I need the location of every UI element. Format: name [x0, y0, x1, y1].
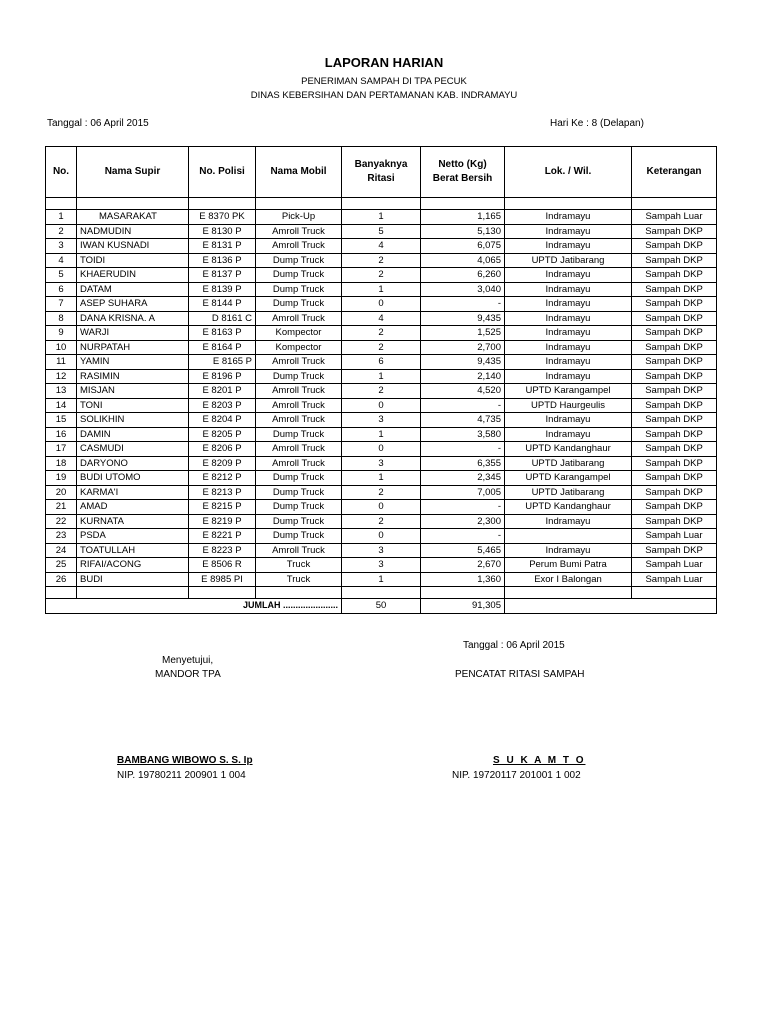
- table-row: [46, 572, 717, 587]
- total-empty: [505, 599, 717, 614]
- table-row: [46, 282, 717, 297]
- cell-ritasi: 0: [342, 297, 421, 312]
- cell-lokasi: Indramayu: [505, 297, 632, 312]
- cell-no: 23: [46, 529, 77, 544]
- cell-no-polisi: E 8196 P: [189, 369, 256, 384]
- report-date: Tanggal : 06 April 2015: [47, 118, 149, 129]
- cell-nama-mobil: Dump Truck: [256, 369, 342, 384]
- cell-nama-supir: RIFAI/ACONG: [77, 558, 189, 573]
- report-subtitle-2: DINAS KEBERSIHAN DAN PERTAMANAN KAB. INDRAMAYU: [250, 90, 518, 101]
- mandor-name: BAMBANG WIBOWO S. S. Ip: [117, 755, 253, 766]
- cell-no: 21: [46, 500, 77, 515]
- cell-nama-supir: TOIDI: [77, 253, 189, 268]
- cell-no: 4: [46, 253, 77, 268]
- table-row: [46, 471, 717, 486]
- cell-keterangan: Sampah DKP: [632, 514, 717, 529]
- cell-ritasi: 2: [342, 384, 421, 399]
- header-netto: [421, 147, 505, 198]
- cell-no-polisi: E 8506 R: [189, 558, 256, 573]
- report-title: LAPORAN HARIAN: [324, 55, 444, 70]
- cell-ritasi: 0: [342, 529, 421, 544]
- cell-nama-supir: MASARAKAT: [77, 210, 189, 225]
- cell-nama-mobil: Dump Truck: [256, 529, 342, 544]
- cell-no: 11: [46, 355, 77, 370]
- cell-keterangan: Sampah DKP: [632, 340, 717, 355]
- cell-ritasi: 6: [342, 355, 421, 370]
- cell-no: 14: [46, 398, 77, 413]
- report-table: [45, 146, 717, 614]
- cell-netto: -: [421, 442, 505, 457]
- table-row: [46, 210, 717, 225]
- cell-no-polisi: E 8130 P: [189, 224, 256, 239]
- cell-lokasi: Indramayu: [505, 239, 632, 254]
- cell-nama-supir: KARMA'I: [77, 485, 189, 500]
- cell-no-polisi: E 8985 PI: [189, 572, 256, 587]
- table-row: [46, 268, 717, 283]
- cell-no-polisi: E 8139 P: [189, 282, 256, 297]
- cell-ritasi: 1: [342, 427, 421, 442]
- cell-ritasi: 1: [342, 369, 421, 384]
- cell-keterangan: Sampah DKP: [632, 384, 717, 399]
- cell-nama-mobil: Kompector: [256, 326, 342, 341]
- cell-nama-mobil: Dump Truck: [256, 500, 342, 515]
- cell-netto: 9,435: [421, 355, 505, 370]
- cell-no-polisi: E 8137 P: [189, 268, 256, 283]
- cell-nama-supir: TOATULLAH: [77, 543, 189, 558]
- cell-nama-supir: NURPATAH: [77, 340, 189, 355]
- table-row: [46, 543, 717, 558]
- cell-netto: 1,525: [421, 326, 505, 341]
- table-row: [46, 239, 717, 254]
- table-row: [46, 384, 717, 399]
- cell-ritasi: 2: [342, 268, 421, 283]
- cell-nama-mobil: Amroll Truck: [256, 413, 342, 428]
- cell-netto: 2,670: [421, 558, 505, 573]
- cell-keterangan: Sampah DKP: [632, 369, 717, 384]
- cell-nama-mobil: Amroll Truck: [256, 543, 342, 558]
- table-row: [46, 500, 717, 515]
- cell-no-polisi: E 8201 P: [189, 384, 256, 399]
- cell-keterangan: Sampah DKP: [632, 268, 717, 283]
- cell-nama-supir: MISJAN: [77, 384, 189, 399]
- cell-no: 17: [46, 442, 77, 457]
- cell-no-polisi: E 8203 P: [189, 398, 256, 413]
- cell-lokasi: Indramayu: [505, 311, 632, 326]
- blank-row-top: [46, 198, 717, 210]
- cell-ritasi: 2: [342, 326, 421, 341]
- cell-no: 18: [46, 456, 77, 471]
- cell-netto: 4,065: [421, 253, 505, 268]
- cell-lokasi: Indramayu: [505, 369, 632, 384]
- cell-nama-supir: YAMIN: [77, 355, 189, 370]
- cell-nama-supir: RASIMIN: [77, 369, 189, 384]
- cell-no: 12: [46, 369, 77, 384]
- cell-netto: 4,520: [421, 384, 505, 399]
- cell-lokasi: Indramayu: [505, 210, 632, 225]
- cell-no-polisi: E 8204 P: [189, 413, 256, 428]
- cell-no: 16: [46, 427, 77, 442]
- table-row: [46, 253, 717, 268]
- cell-netto: 5,130: [421, 224, 505, 239]
- cell-no: 6: [46, 282, 77, 297]
- cell-no: 5: [46, 268, 77, 283]
- cell-lokasi: UPTD Jatibarang: [505, 253, 632, 268]
- table-row: [46, 369, 717, 384]
- cell-netto: -: [421, 529, 505, 544]
- cell-keterangan: Sampah DKP: [632, 253, 717, 268]
- cell-keterangan: Sampah DKP: [632, 471, 717, 486]
- cell-no: 2: [46, 224, 77, 239]
- cell-no: 19: [46, 471, 77, 486]
- cell-ritasi: 1: [342, 471, 421, 486]
- cell-no-polisi: E 8131 P: [189, 239, 256, 254]
- total-label: JUMLAH ......................: [46, 599, 342, 614]
- cell-lokasi: Indramayu: [505, 543, 632, 558]
- cell-lokasi: Perum Bumi Patra: [505, 558, 632, 573]
- cell-lokasi: Indramayu: [505, 268, 632, 283]
- header-ritasi-line2: Ritasi: [367, 173, 395, 184]
- cell-lokasi: Indramayu: [505, 514, 632, 529]
- cell-lokasi: UPTD Jatibarang: [505, 456, 632, 471]
- cell-ritasi: 2: [342, 514, 421, 529]
- cell-ritasi: 5: [342, 224, 421, 239]
- mandor-title: MANDOR TPA: [155, 669, 221, 680]
- header-nama-mobil: Nama Mobil: [256, 147, 342, 198]
- cell-keterangan: Sampah Luar: [632, 210, 717, 225]
- cell-no-polisi: E 8221 P: [189, 529, 256, 544]
- pencatat-title: PENCATAT RITASI SAMPAH: [455, 669, 585, 680]
- cell-netto: 2,345: [421, 471, 505, 486]
- cell-keterangan: Sampah DKP: [632, 398, 717, 413]
- cell-lokasi: UPTD Karangampel: [505, 471, 632, 486]
- report-day: Hari Ke : 8 (Delapan): [550, 118, 644, 129]
- cell-nama-mobil: Dump Truck: [256, 253, 342, 268]
- cell-lokasi: [505, 529, 632, 544]
- cell-no-polisi: E 8215 P: [189, 500, 256, 515]
- approved-label: Menyetujui,: [162, 655, 214, 666]
- cell-no-polisi: E 8205 P: [189, 427, 256, 442]
- cell-lokasi: Indramayu: [505, 326, 632, 341]
- footer-date: Tanggal : 06 April 2015: [463, 640, 565, 651]
- cell-no-polisi: E 8164 P: [189, 340, 256, 355]
- cell-ritasi: 4: [342, 311, 421, 326]
- cell-no-polisi: E 8163 P: [189, 326, 256, 341]
- table-row: [46, 311, 717, 326]
- cell-netto: 6,260: [421, 268, 505, 283]
- mandor-nip: NIP. 19780211 200901 1 004: [117, 770, 246, 781]
- cell-nama-mobil: Amroll Truck: [256, 456, 342, 471]
- cell-no: 3: [46, 239, 77, 254]
- cell-netto: 3,040: [421, 282, 505, 297]
- cell-no-polisi: E 8136 P: [189, 253, 256, 268]
- cell-netto: 4,735: [421, 413, 505, 428]
- cell-keterangan: Sampah Luar: [632, 558, 717, 573]
- cell-nama-supir: AMAD: [77, 500, 189, 515]
- table-row: [46, 224, 717, 239]
- cell-nama-supir: DAMIN: [77, 427, 189, 442]
- header-keterangan: Keterangan: [632, 147, 717, 198]
- cell-netto: 2,300: [421, 514, 505, 529]
- cell-lokasi: UPTD Karangampel: [505, 384, 632, 399]
- cell-nama-mobil: Dump Truck: [256, 427, 342, 442]
- cell-nama-mobil: Amroll Truck: [256, 442, 342, 457]
- cell-no: 26: [46, 572, 77, 587]
- header-ritasi: [342, 147, 421, 198]
- cell-no-polisi: E 8165 P: [189, 355, 256, 370]
- table-row: [46, 297, 717, 312]
- pencatat-nip: NIP. 19720117 201001 1 002: [452, 770, 581, 781]
- cell-ritasi: 3: [342, 456, 421, 471]
- cell-ritasi: 1: [342, 282, 421, 297]
- header-netto-line2: Berat Bersih: [432, 173, 493, 184]
- cell-no-polisi: E 8209 P: [189, 456, 256, 471]
- cell-netto: 2,700: [421, 340, 505, 355]
- cell-nama-mobil: Amroll Truck: [256, 355, 342, 370]
- cell-nama-mobil: Kompector: [256, 340, 342, 355]
- total-netto: 91,305: [421, 599, 505, 614]
- cell-lokasi: Indramayu: [505, 224, 632, 239]
- total-ritasi: 50: [342, 599, 421, 614]
- cell-keterangan: Sampah DKP: [632, 456, 717, 471]
- header-lokasi: Lok. / Wil.: [505, 147, 632, 198]
- cell-nama-supir: DANA KRISNA. A: [77, 311, 189, 326]
- cell-ritasi: 0: [342, 500, 421, 515]
- cell-nama-supir: BUDI UTOMO: [77, 471, 189, 486]
- cell-nama-supir: DARYONO: [77, 456, 189, 471]
- cell-no: 1: [46, 210, 77, 225]
- cell-nama-supir: KURNATA: [77, 514, 189, 529]
- header-no: No.: [46, 147, 77, 198]
- cell-no: 25: [46, 558, 77, 573]
- cell-lokasi: Indramayu: [505, 427, 632, 442]
- cell-ritasi: 0: [342, 398, 421, 413]
- cell-ritasi: 2: [342, 253, 421, 268]
- cell-no-polisi: E 8223 P: [189, 543, 256, 558]
- cell-keterangan: Sampah DKP: [632, 413, 717, 428]
- cell-nama-mobil: Amroll Truck: [256, 239, 342, 254]
- cell-nama-mobil: Truck: [256, 558, 342, 573]
- cell-keterangan: Sampah DKP: [632, 442, 717, 457]
- cell-no-polisi: E 8144 P: [189, 297, 256, 312]
- header-no-polisi: No. Polisi: [189, 147, 256, 198]
- cell-no-polisi: E 8212 P: [189, 471, 256, 486]
- cell-no-polisi: E 8219 P: [189, 514, 256, 529]
- cell-ritasi: 2: [342, 340, 421, 355]
- header-nama-supir: Nama Supir: [77, 147, 189, 198]
- cell-keterangan: Sampah DKP: [632, 297, 717, 312]
- cell-nama-supir: NADMUDIN: [77, 224, 189, 239]
- cell-netto: -: [421, 398, 505, 413]
- cell-no-polisi: E 8370 PK: [189, 210, 256, 225]
- blank-row-bottom: [46, 587, 717, 599]
- cell-ritasi: 1: [342, 572, 421, 587]
- cell-nama-mobil: Dump Truck: [256, 485, 342, 500]
- cell-nama-mobil: Dump Truck: [256, 268, 342, 283]
- cell-keterangan: Sampah DKP: [632, 224, 717, 239]
- cell-netto: 6,355: [421, 456, 505, 471]
- table-row: [46, 442, 717, 457]
- cell-ritasi: 2: [342, 485, 421, 500]
- cell-nama-mobil: Amroll Truck: [256, 398, 342, 413]
- cell-netto: -: [421, 500, 505, 515]
- cell-nama-supir: KHAERUDIN: [77, 268, 189, 283]
- cell-netto: 2,140: [421, 369, 505, 384]
- header-netto-line1: Netto (Kg): [438, 159, 487, 170]
- cell-netto: 1,165: [421, 210, 505, 225]
- cell-nama-mobil: Pick-Up: [256, 210, 342, 225]
- cell-nama-supir: SOLIKHIN: [77, 413, 189, 428]
- cell-netto: 1,360: [421, 572, 505, 587]
- cell-keterangan: Sampah Luar: [632, 529, 717, 544]
- table-row: [46, 427, 717, 442]
- cell-no: 9: [46, 326, 77, 341]
- table-header-row: [46, 147, 717, 198]
- cell-keterangan: Sampah DKP: [632, 427, 717, 442]
- cell-keterangan: Sampah DKP: [632, 543, 717, 558]
- table-row: [46, 340, 717, 355]
- table-row: [46, 355, 717, 370]
- cell-no-polisi: D 8161 C: [189, 311, 256, 326]
- pencatat-name: S U K A M T O: [493, 755, 586, 766]
- table-row: [46, 514, 717, 529]
- cell-netto: 3,580: [421, 427, 505, 442]
- cell-lokasi: Exor I Balongan: [505, 572, 632, 587]
- cell-keterangan: Sampah DKP: [632, 355, 717, 370]
- cell-lokasi: Indramayu: [505, 355, 632, 370]
- cell-nama-supir: IWAN KUSNADI: [77, 239, 189, 254]
- cell-lokasi: UPTD Haurgeulis: [505, 398, 632, 413]
- cell-ritasi: 4: [342, 239, 421, 254]
- cell-ritasi: 1: [342, 210, 421, 225]
- table-row: [46, 326, 717, 341]
- cell-nama-mobil: Amroll Truck: [256, 384, 342, 399]
- cell-nama-mobil: Dump Truck: [256, 282, 342, 297]
- cell-nama-mobil: Dump Truck: [256, 471, 342, 486]
- cell-no-polisi: E 8213 P: [189, 485, 256, 500]
- cell-nama-supir: WARJI: [77, 326, 189, 341]
- cell-nama-mobil: Amroll Truck: [256, 224, 342, 239]
- cell-nama-mobil: Dump Truck: [256, 297, 342, 312]
- report-subtitle-1: PENERIMAN SAMPAH DI TPA PECUK: [301, 76, 467, 87]
- cell-nama-supir: TONI: [77, 398, 189, 413]
- cell-netto: -: [421, 297, 505, 312]
- cell-nama-mobil: Truck: [256, 572, 342, 587]
- cell-no: 15: [46, 413, 77, 428]
- cell-nama-supir: DATAM: [77, 282, 189, 297]
- cell-ritasi: 3: [342, 543, 421, 558]
- cell-netto: 5,465: [421, 543, 505, 558]
- cell-ritasi: 3: [342, 558, 421, 573]
- cell-no: 7: [46, 297, 77, 312]
- cell-ritasi: 3: [342, 413, 421, 428]
- cell-lokasi: Indramayu: [505, 340, 632, 355]
- cell-lokasi: UPTD Kandanghaur: [505, 500, 632, 515]
- cell-nama-supir: CASMUDI: [77, 442, 189, 457]
- cell-keterangan: Sampah DKP: [632, 311, 717, 326]
- cell-keterangan: Sampah DKP: [632, 326, 717, 341]
- cell-nama-mobil: Dump Truck: [256, 514, 342, 529]
- cell-no: 20: [46, 485, 77, 500]
- cell-nama-supir: PSDA: [77, 529, 189, 544]
- header-ritasi-line1: Banyaknya: [354, 159, 408, 170]
- cell-no-polisi: E 8206 P: [189, 442, 256, 457]
- cell-nama-mobil: Amroll Truck: [256, 311, 342, 326]
- total-row: [46, 599, 717, 614]
- cell-lokasi: UPTD Jatibarang: [505, 485, 632, 500]
- cell-no: 8: [46, 311, 77, 326]
- cell-netto: 9,435: [421, 311, 505, 326]
- cell-nama-supir: BUDI: [77, 572, 189, 587]
- table-row: [46, 529, 717, 544]
- cell-netto: 6,075: [421, 239, 505, 254]
- table-row: [46, 558, 717, 573]
- cell-keterangan: Sampah DKP: [632, 485, 717, 500]
- cell-no: 22: [46, 514, 77, 529]
- cell-no: 13: [46, 384, 77, 399]
- cell-no: 24: [46, 543, 77, 558]
- table-row: [46, 398, 717, 413]
- cell-lokasi: Indramayu: [505, 282, 632, 297]
- cell-lokasi: UPTD Kandanghaur: [505, 442, 632, 457]
- cell-no: 10: [46, 340, 77, 355]
- cell-ritasi: 0: [342, 442, 421, 457]
- table-row: [46, 413, 717, 428]
- cell-netto: 7,005: [421, 485, 505, 500]
- cell-keterangan: Sampah DKP: [632, 282, 717, 297]
- cell-keterangan: Sampah DKP: [632, 500, 717, 515]
- cell-keterangan: Sampah Luar: [632, 572, 717, 587]
- cell-nama-supir: ASEP SUHARA: [77, 297, 189, 312]
- table-row: [46, 485, 717, 500]
- cell-keterangan: Sampah DKP: [632, 239, 717, 254]
- cell-lokasi: Indramayu: [505, 413, 632, 428]
- table-row: [46, 456, 717, 471]
